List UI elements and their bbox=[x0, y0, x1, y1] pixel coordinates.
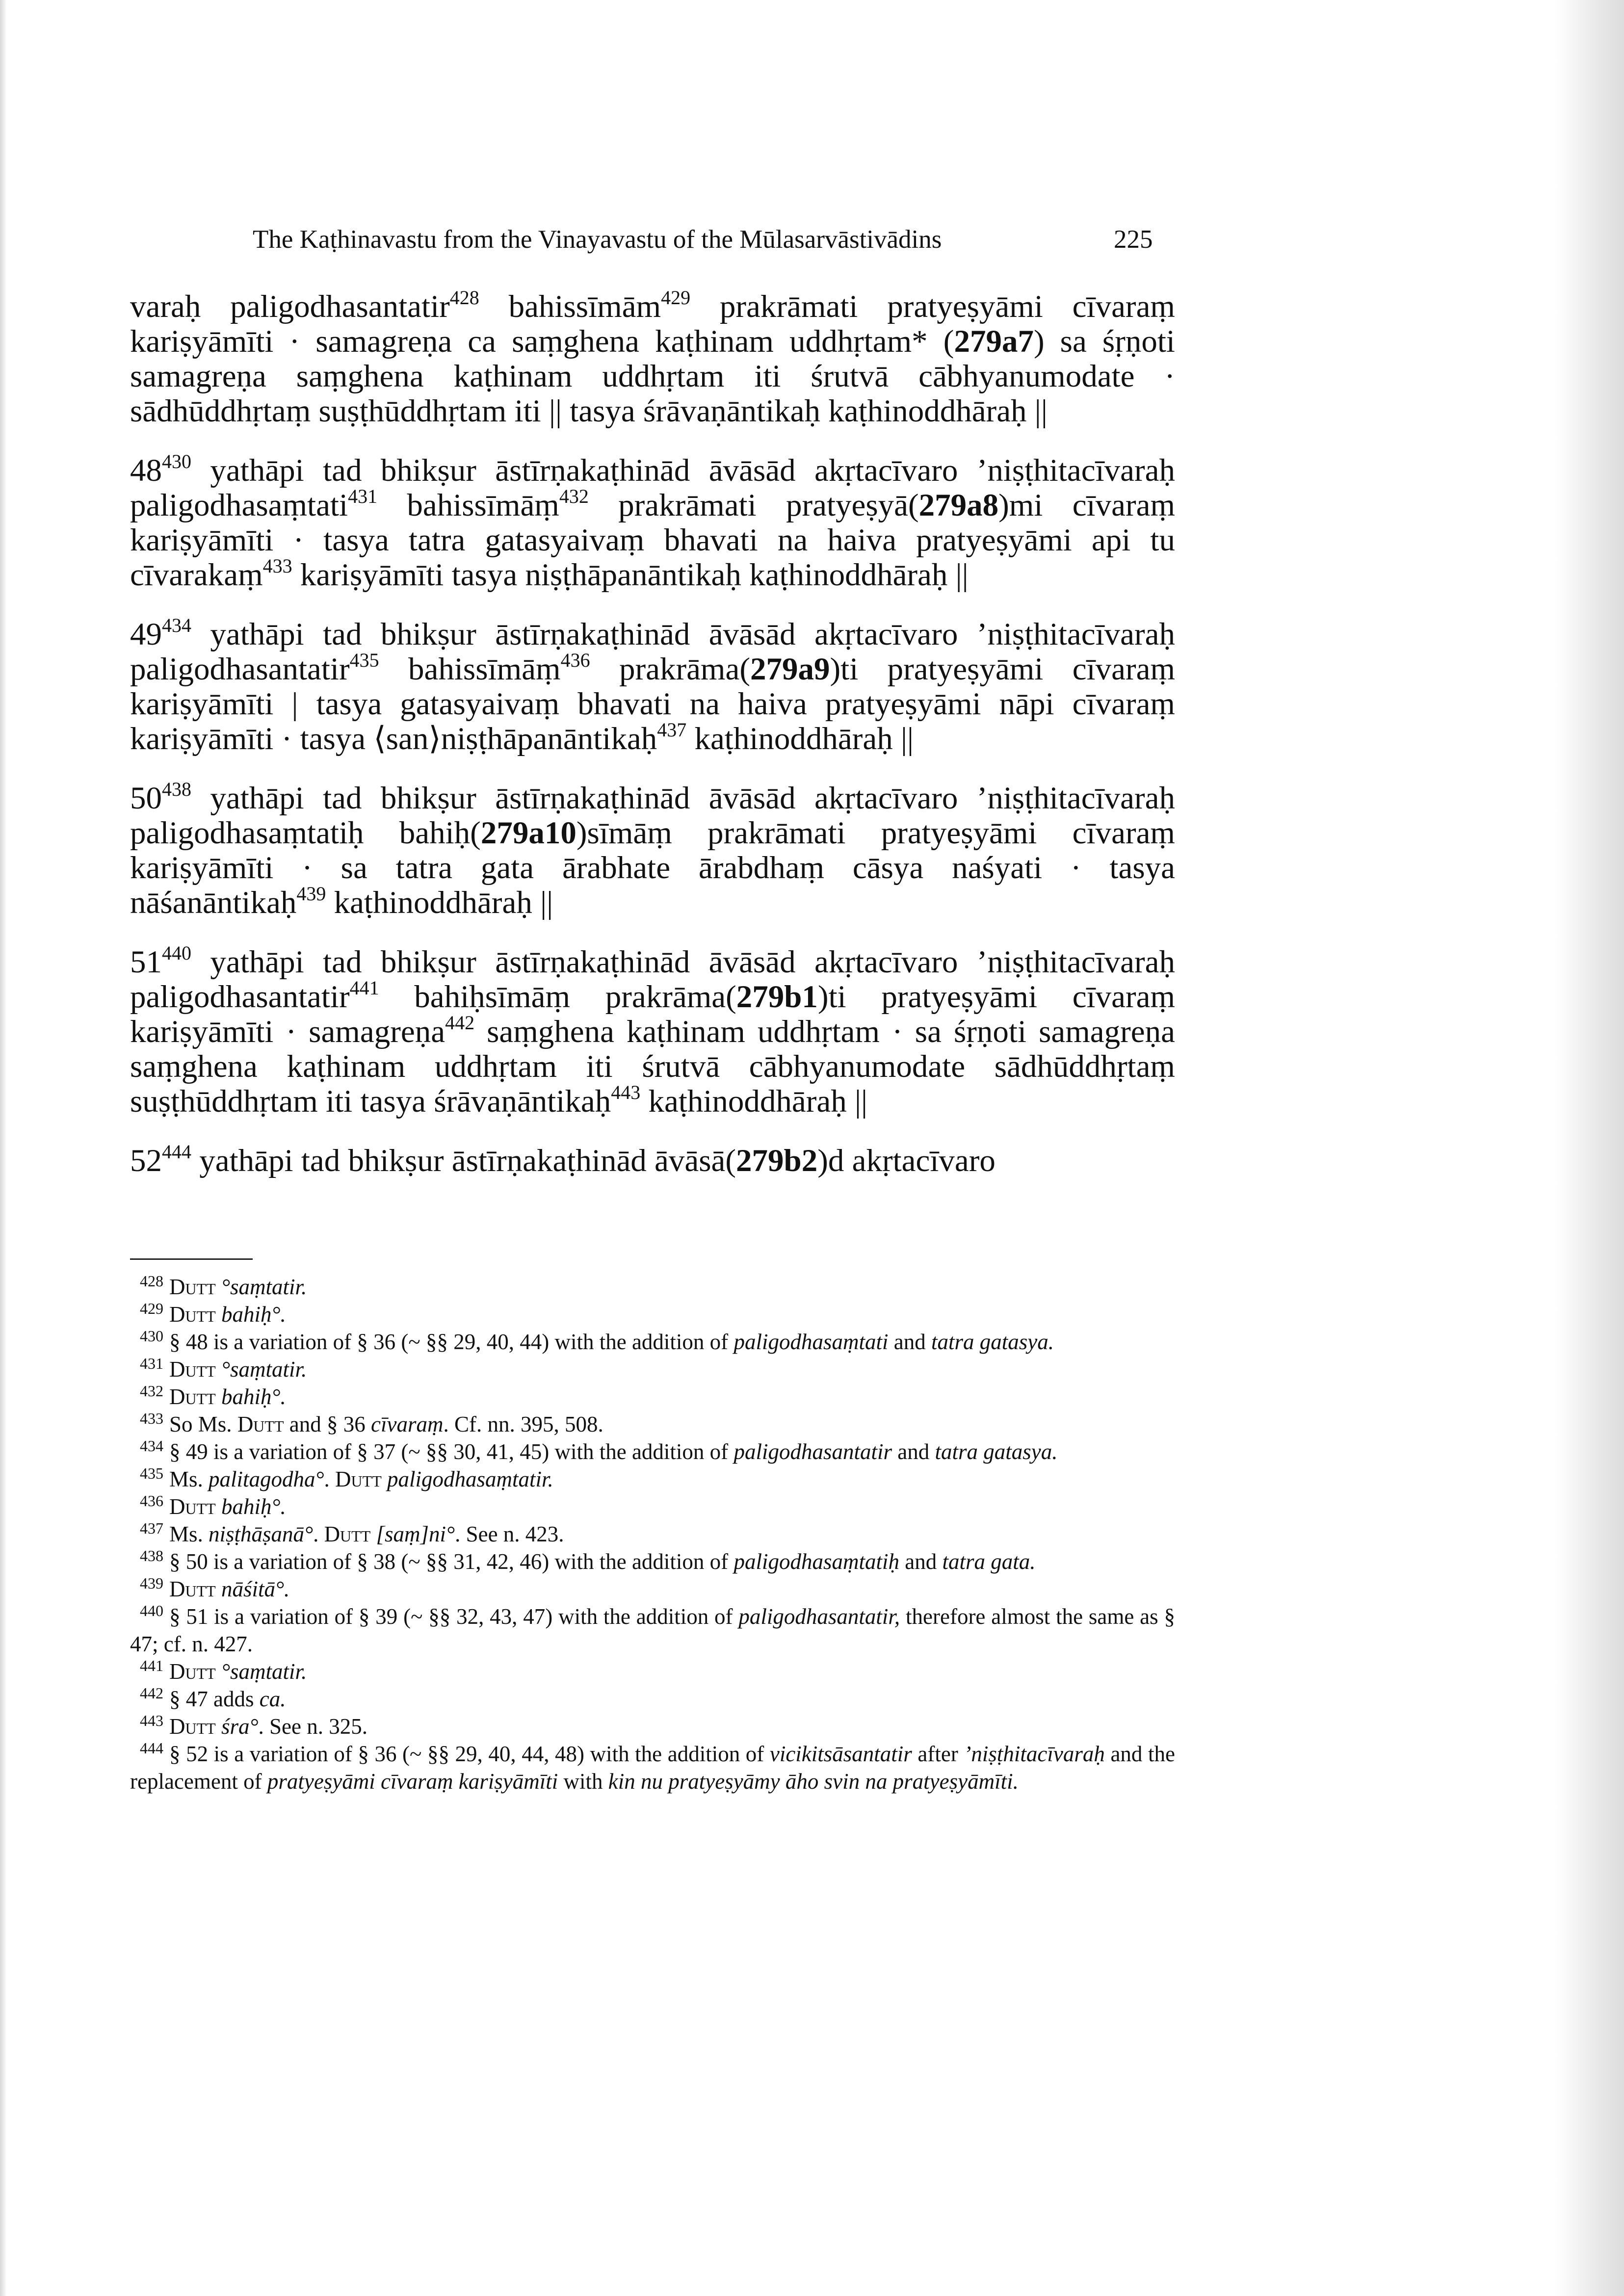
footnote-text: °saṃtatir. bbox=[215, 1357, 307, 1382]
footnote-ref[interactable]: 435 bbox=[349, 649, 379, 671]
footnote-text: paligodhasaṃtatir. bbox=[381, 1467, 553, 1491]
paragraph-48 bbox=[130, 450, 1176, 593]
editor-name: Dutt bbox=[169, 1714, 216, 1739]
text-run: yathāpi tad bhikṣur āstīrṇakaṭhinād āvāsād akṛtacīvaro ’niṣṭhitacīvaraḥ paligodhasantatir bbox=[130, 617, 1175, 687]
editor-name: Dutt bbox=[169, 1659, 216, 1684]
text-run: bahissīmāṃ bbox=[377, 488, 559, 523]
footnote-text: ’niṣṭhitacīvaraḥ bbox=[964, 1742, 1105, 1766]
editor-name: Dutt bbox=[169, 1494, 216, 1519]
footnote-text: niṣṭhāṣanā° bbox=[209, 1522, 314, 1546]
text-run: bahissīmām bbox=[479, 289, 661, 324]
manuscript-folio-ref: 279a10 bbox=[480, 815, 576, 851]
section-number: 49 bbox=[130, 617, 162, 652]
footnote-text: and bbox=[899, 1549, 943, 1574]
editor-name: Dutt bbox=[169, 1384, 216, 1409]
paragraph-49 bbox=[130, 614, 1176, 757]
manuscript-folio-ref: 279a8 bbox=[918, 488, 999, 523]
manuscript-folio-ref: 279b1 bbox=[736, 979, 818, 1015]
section-number: 48 bbox=[130, 453, 162, 488]
footnote-ref[interactable]: 428 bbox=[449, 287, 479, 309]
text-run: bahissīmāṃ bbox=[379, 652, 561, 687]
paragraph-51 bbox=[130, 942, 1176, 1119]
footnote-ref[interactable]: 432 bbox=[559, 485, 589, 507]
text-run: varaḥ paligodhasantatir bbox=[130, 289, 450, 324]
footnote-text: § 50 is a variation of § 38 (~ §§ 31, 42, 46) with the addition of bbox=[169, 1549, 734, 1574]
footnote-ref[interactable]: 436 bbox=[560, 649, 590, 671]
text-run: )ti pratyeṣyāmi cīvaraṃ kariṣyāmīti · samagreṇa bbox=[130, 979, 1176, 1049]
footnote-text: kin nu pratyeṣyāmy āho svin na pratyeṣyāmīti. bbox=[608, 1769, 1019, 1794]
text-run: ) sa śṛṇoti samagreṇa saṃghena kaṭhinam uddhṛtam iti śrutvā cābhyanumodate · sādhūddhṛtaṃ suṣṭhūddhṛtam iti || tasya śrāvaṇāntikaḥ kaṭhinoddhāraḥ || bbox=[130, 324, 1175, 429]
section-number: 51 bbox=[130, 944, 162, 980]
footnote-text: and bbox=[888, 1330, 931, 1354]
running-title: The Kaṭhinavastu from the Vinayavastu of the Mūlasarvāstivādins bbox=[253, 225, 942, 254]
editor-name: Dutt bbox=[324, 1522, 371, 1546]
text-run: kaṭhinoddhāraḥ || bbox=[686, 721, 914, 757]
footnote-text: § 51 is a variation of § 39 (~ §§ 32, 43, 47) with the addition of bbox=[169, 1604, 739, 1629]
footnotes bbox=[130, 1273, 1175, 1795]
editor-name: Dutt bbox=[169, 1357, 216, 1382]
footnote-433: 433 So Ms. Dutt and § 36 cīvaraṃ. Cf. nn. 395, 508. bbox=[140, 1409, 603, 1436]
footnote-text: tatra gatasya. bbox=[935, 1439, 1058, 1464]
footnote-text: . Cf. nn. 395, 508. bbox=[443, 1412, 603, 1436]
footnote-text: § 47 adds bbox=[169, 1687, 260, 1711]
footnote-separator bbox=[130, 1258, 253, 1260]
footnote-text: with bbox=[558, 1769, 608, 1794]
footnote-ref[interactable]: 439 bbox=[296, 883, 326, 905]
text-run: prakrāmati pratyeṣyā( bbox=[588, 488, 919, 523]
footnote-text: after bbox=[912, 1742, 964, 1766]
footnote-text: ca. bbox=[259, 1687, 286, 1711]
text-run: )sīmāṃ prakrāmati pratyeṣyāmi cīvaraṃ kariṣyāmīti · sa tatra gata ārabhate ārabdhaṃ cāsya naśyati · tasya nāśanāntikaḥ bbox=[130, 815, 1175, 920]
footnote-text: paligodhasantatir, bbox=[738, 1604, 900, 1629]
footnote-ref[interactable]: 431 bbox=[348, 485, 378, 507]
manuscript-folio-ref: 279a7 bbox=[954, 324, 1034, 359]
footnote-text: and the replacement of bbox=[130, 1742, 1175, 1794]
text-run: prakrāma( bbox=[590, 652, 750, 687]
text-run: kaṭhinoddhāraḥ || bbox=[640, 1084, 868, 1119]
footnote-443: 443 Dutt śra°. See n. 325. bbox=[140, 1712, 367, 1739]
footnote-text: . See n. 423. bbox=[455, 1522, 564, 1546]
editor-name: Dutt bbox=[169, 1577, 216, 1601]
footnote-430: 430 § 48 is a variation of § 36 (~ §§ 29, 40, 44) with the addition of paligodhasaṃtati and tatra gatasya. bbox=[140, 1327, 1054, 1354]
footnote-ref[interactable]: 430 bbox=[162, 450, 191, 472]
text-run: )ti pratyeṣyāmi cīvaraṃ kariṣyāmīti | tasya gatasyaivaṃ bhavati na haiva pratyeṣyāmi nāpi cīvaraṃ kariṣyāmīti · tasya ⟨san⟩niṣṭhāpanāntikaḥ bbox=[130, 652, 1176, 757]
footnote-441: 441 Dutt °saṃtatir. bbox=[140, 1657, 307, 1684]
footnote-ref[interactable]: 443 bbox=[611, 1081, 641, 1103]
footnote-text: palitagodha° bbox=[209, 1467, 324, 1491]
section-number: 50 bbox=[130, 781, 162, 816]
text-run: )d akṛtacīvaro bbox=[817, 1143, 995, 1178]
footnote-text: bahiḥ°. bbox=[215, 1384, 286, 1409]
main-text bbox=[130, 289, 1175, 1203]
text-run: yathāpi tad bhikṣur āstīrṇakaṭhinād āvāsā( bbox=[191, 1143, 736, 1178]
footnote-text: tatra gatasya. bbox=[931, 1330, 1054, 1354]
footnote-ref[interactable]: 437 bbox=[657, 719, 687, 741]
footnote-431: 431 Dutt °saṃtatir. bbox=[140, 1355, 307, 1382]
footnote-text: § 52 is a variation of § 36 (~ §§ 29, 40, 44, 48) with the addition of bbox=[169, 1742, 770, 1766]
footnote-text: bahiḥ°. bbox=[215, 1494, 286, 1519]
footnote-text: paligodhasaṃtati bbox=[733, 1330, 889, 1354]
text-run: prakrāmati pratyeṣyāmi cīvaraṃ kariṣyāmīti · samagreṇa ca saṃghena kaṭhinam uddhṛtam* ( bbox=[130, 289, 1175, 359]
footnote-text: Ms. bbox=[169, 1467, 209, 1491]
footnote-ref[interactable]: 429 bbox=[661, 287, 691, 309]
text-run: saṃghena kaṭhinam uddhṛtam · sa śṛṇoti samagreṇa saṃghena kaṭhinam uddhṛtam iti śrutvā cābhyanumodate sādhūddhṛtaṃ suṣṭhūddhṛtam iti tasya śrāvaṇāntikaḥ bbox=[130, 1014, 1175, 1119]
footnote-text: . bbox=[313, 1522, 324, 1546]
footnote-ref[interactable]: 440 bbox=[162, 942, 191, 964]
footnote-428: 428 Dutt °saṃtatir. bbox=[140, 1272, 307, 1299]
editor-name: Dutt bbox=[237, 1412, 284, 1436]
footnote-text: therefore almost the same as § 47; cf. n. 427. bbox=[130, 1604, 1175, 1656]
section-number: 52 bbox=[130, 1143, 162, 1178]
paragraph-50 bbox=[130, 778, 1175, 920]
footnote-text: paligodhasantatir bbox=[733, 1439, 892, 1464]
editor-name: Dutt bbox=[169, 1275, 216, 1299]
footnote-432: 432 Dutt bahiḥ°. bbox=[140, 1382, 286, 1409]
footnote-438: 438 § 50 is a variation of § 38 (~ §§ 31, 42, 46) with the addition of paligodhasaṃtatiḥ and tatra gata. bbox=[140, 1547, 1036, 1574]
footnote-ref[interactable]: 434 bbox=[162, 614, 191, 636]
text-run: kaṭhinoddhāraḥ || bbox=[326, 885, 553, 920]
editor-name: Dutt bbox=[169, 1302, 216, 1327]
paragraph-52 bbox=[130, 1141, 1175, 1178]
manuscript-folio-ref: 279a9 bbox=[750, 652, 830, 687]
footnote-442: 442 § 47 adds ca. bbox=[140, 1684, 286, 1711]
footnote-ref[interactable]: 441 bbox=[349, 977, 379, 999]
footnote-text: [saṃ]ni° bbox=[370, 1522, 455, 1546]
text-run: bahiḥsīmāṃ prakrāma( bbox=[379, 979, 736, 1015]
text-run: )mi cīvaraṃ kariṣyāmīti · tasya tatra gatasyaivaṃ bhavati na haiva pratyeṣyāmi api tu cīvarakaṃ bbox=[130, 488, 1176, 593]
footnote-text: vicikitsāsantatir bbox=[769, 1742, 912, 1766]
footnote-429: 429 Dutt bahiḥ°. bbox=[140, 1300, 286, 1327]
manuscript-folio-ref: 279b2 bbox=[736, 1143, 818, 1178]
footnote-ref[interactable]: 433 bbox=[262, 555, 292, 577]
footnote-text: So Ms. bbox=[169, 1412, 237, 1436]
footnote-text: paligodhasaṃtatiḥ bbox=[733, 1549, 899, 1574]
footnote-text: tatra gata. bbox=[942, 1549, 1036, 1574]
footnote-ref[interactable]: 444 bbox=[162, 1141, 191, 1163]
text-run: yathāpi tad bhikṣur āstīrṇakaṭhinād āvāsād akṛtacīvaro ’niṣṭhitacīvaraḥ paligodhasaṃtati bbox=[130, 453, 1175, 523]
footnote-436: 436 Dutt bahiḥ°. bbox=[140, 1492, 286, 1519]
text-run: yathāpi tad bhikṣur āstīrṇakaṭhinād āvāsād akṛtacīvaro ’niṣṭhitacīvaraḥ paligodhasaṃtatiḥ bahiḥ( bbox=[130, 781, 1175, 851]
paragraph-continuation bbox=[130, 289, 1175, 429]
page-left-edge bbox=[0, 0, 7, 2296]
footnote-text: and § 36 bbox=[284, 1412, 371, 1436]
footnote-text: cīvaraṃ bbox=[371, 1412, 444, 1436]
footnote-text: pratyeṣyāmi cīvaraṃ kariṣyāmīti bbox=[267, 1769, 558, 1794]
footnote-text: nāśitā°. bbox=[215, 1577, 290, 1601]
footnote-text: Ms. bbox=[169, 1522, 209, 1546]
footnote-text: °saṃtatir. bbox=[215, 1275, 307, 1299]
footnote-439: 439 Dutt nāśitā°. bbox=[140, 1574, 290, 1601]
footnote-437: 437 Ms. niṣṭhāṣanā°. Dutt [saṃ]ni°. See n. 423. bbox=[140, 1519, 564, 1546]
footnote-434: 434 § 49 is a variation of § 37 (~ §§ 30, 41, 45) with the addition of paligodhasantatir and tatra gatasya. bbox=[140, 1437, 1058, 1464]
footnote-text: § 48 is a variation of § 36 (~ §§ 29, 40, 44) with the addition of bbox=[169, 1330, 734, 1354]
footnote-ref[interactable]: 438 bbox=[162, 778, 191, 800]
footnote-text: śra° bbox=[215, 1714, 259, 1739]
editor-name: Dutt bbox=[335, 1467, 382, 1491]
footnote-text: . See n. 325. bbox=[258, 1714, 367, 1739]
text-run: kariṣyāmīti tasya niṣṭhāpanāntikaḥ kaṭhinoddhāraḥ || bbox=[292, 557, 969, 593]
footnote-ref[interactable]: 442 bbox=[445, 1012, 475, 1034]
footnote-text: and bbox=[891, 1439, 935, 1464]
footnote-text: § 49 is a variation of § 37 (~ §§ 30, 41, 45) with the addition of bbox=[169, 1439, 734, 1464]
footnote-440: 440 § 51 is a variation of § 39 (~ §§ 32, 43, 47) with the addition of paligodhasantatir, therefore almost the same as § 47; cf. n. 427. bbox=[130, 1602, 1175, 1656]
footnote-text: bahiḥ°. bbox=[215, 1302, 286, 1327]
page-right-shadow bbox=[1555, 0, 1624, 2296]
page-number: 225 bbox=[1114, 225, 1153, 254]
footnote-435: 435 Ms. palitagodha°. Dutt paligodhasaṃtatir. bbox=[140, 1464, 553, 1491]
text-run: yathāpi tad bhikṣur āstīrṇakaṭhinād āvāsād akṛtacīvaro ’niṣṭhitacīvaraḥ paligodhasantatir bbox=[130, 944, 1175, 1015]
footnote-text: °saṃtatir. bbox=[215, 1659, 307, 1684]
footnote-text: . bbox=[324, 1467, 336, 1491]
footnote-444: 444 § 52 is a variation of § 36 (~ §§ 29, 40, 44, 48) with the addition of vicikitsāsantatir after ’niṣṭhitacīvaraḥ and the replacement of pratyeṣyāmi cīvaraṃ kariṣyāmīti with kin nu pratyeṣyāmy āho svin na pratyeṣyāmīti. bbox=[130, 1739, 1175, 1794]
